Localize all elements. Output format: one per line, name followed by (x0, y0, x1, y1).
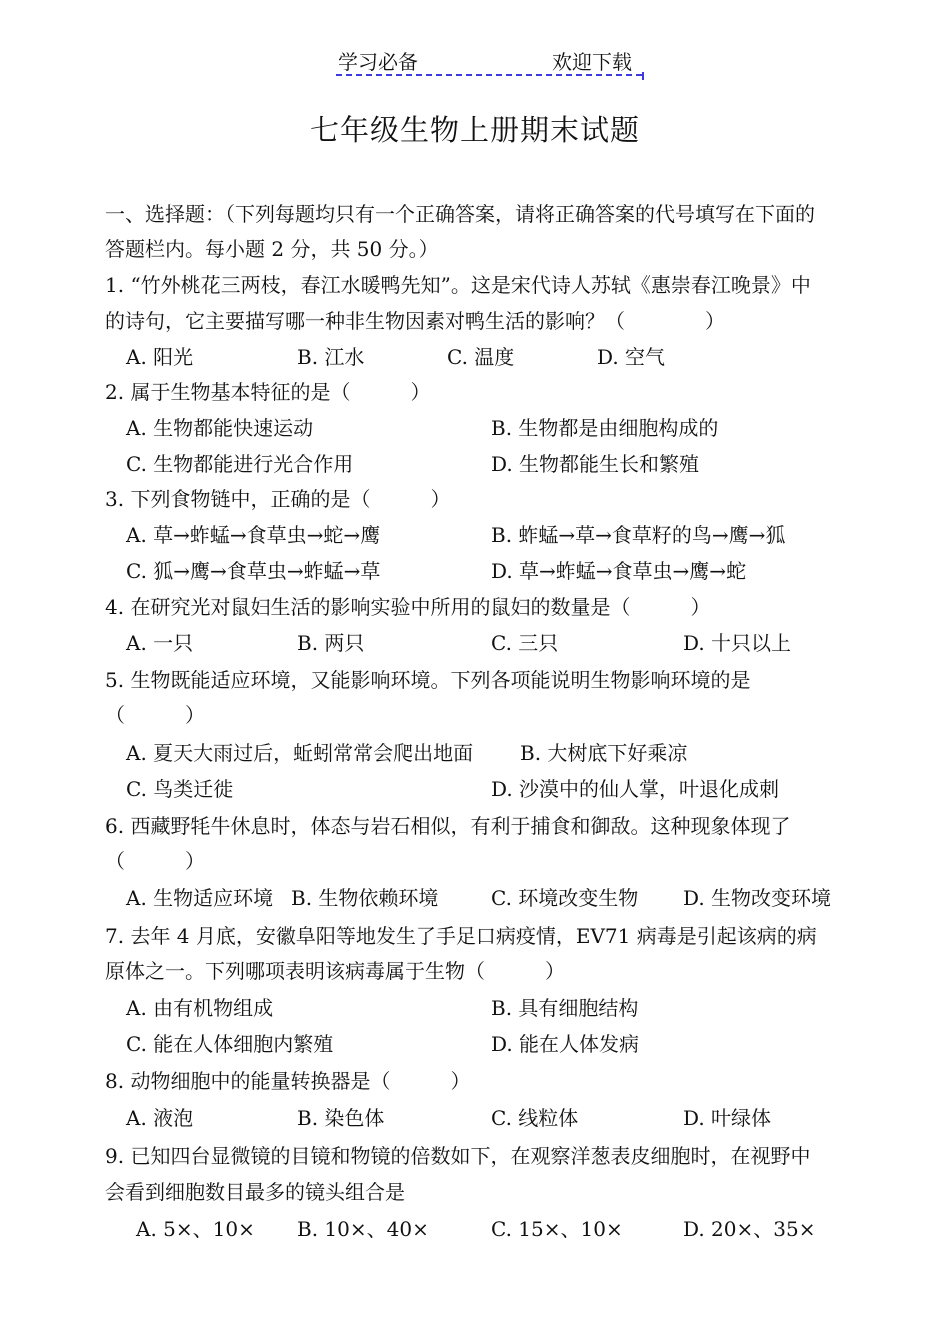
question-6-option-c: C. 环境改变生物 (491, 886, 639, 910)
question-1-option-b: B. 江水 (297, 345, 365, 369)
question-8-option-b: B. 染色体 (297, 1106, 385, 1130)
question-3-option-d: D. 草→蚱蜢→食草虫→鹰→蛇 (491, 559, 747, 583)
question-2-option-d: D. 生物都能生长和繁殖 (491, 452, 700, 476)
question-9-line-1: 9. 已知四台显微镜的目镜和物镜的倍数如下，在观察洋葱表皮细胞时，在视野中 (105, 1144, 811, 1168)
question-3-line-1: 3. 下列食物链中，正确的是（ ） (105, 487, 451, 511)
question-8-option-c: C. 线粒体 (491, 1106, 579, 1130)
question-1-line-2: 的诗句，它主要描写哪一种非生物因素对鸭生活的影响？（ ） (105, 309, 725, 333)
question-7-line-2: 原体之一。下列哪项表明该病毒属于生物（ ） (105, 959, 565, 983)
question-4-option-d: D. 十只以上 (683, 631, 792, 655)
question-5-option-c: C. 鸟类迁徙 (126, 777, 234, 801)
question-4-line-1: 4. 在研究光对鼠妇生活的影响实验中所用的鼠妇的数量是（ ） (105, 595, 711, 619)
question-4-option-b: B. 两只 (297, 631, 365, 655)
question-9-line-2: 会看到细胞数目最多的镜头组合是 (105, 1180, 405, 1204)
question-4-option-a: A. 一只 (126, 631, 194, 655)
question-2-option-a: A. 生物都能快速运动 (126, 416, 314, 440)
question-9-option-a: A. 5×、10× (136, 1217, 255, 1241)
question-5-line-2: （ ） (105, 703, 205, 727)
question-6-option-d: D. 生物改变环境 (683, 886, 832, 910)
question-3-option-b: B. 蚱蜢→草→食草籽的鸟→鹰→狐 (491, 523, 786, 547)
question-5-option-d: D. 沙漠中的仙人掌，叶退化成刺 (491, 777, 780, 801)
question-9-option-c: C. 15×、10× (491, 1217, 623, 1241)
section-instruction-line-2: 答题栏内。每小题 2 分，共 50 分。） (105, 237, 439, 261)
question-5-option-a: A. 夏天大雨过后，蚯蚓常常会爬出地面 (126, 741, 474, 765)
question-1-option-c: C. 温度 (447, 345, 515, 369)
question-8-line-1: 8. 动物细胞中的能量转换器是（ ） (105, 1069, 471, 1093)
question-8-option-d: D. 叶绿体 (683, 1106, 772, 1130)
question-7-option-a: A. 由有机物组成 (126, 996, 274, 1020)
question-6-option-b: B. 生物依赖环境 (291, 886, 439, 910)
question-9-option-b: B. 10×、40× (297, 1217, 429, 1241)
question-7-line-1: 7. 去年 4 月底，安徽阜阳等地发生了手足口病疫情，EV71 病毒是引起该病的病 (105, 924, 817, 948)
question-2-line-1: 2. 属于生物基本特征的是（ ） (105, 380, 431, 404)
question-2-option-c: C. 生物都能进行光合作用 (126, 452, 354, 476)
question-7-option-b: B. 具有细胞结构 (491, 996, 639, 1020)
question-4-option-c: C. 三只 (491, 631, 559, 655)
question-2-option-b: B. 生物都是由细胞构成的 (491, 416, 719, 440)
header-underline-end (642, 72, 644, 80)
question-6-line-1: 6. 西藏野牦牛休息时，体态与岩石相似，有利于捕食和御敌。这种现象体现了 (105, 814, 791, 838)
page-title: 七年级生物上册期末试题 (309, 113, 640, 147)
question-1-option-d: D. 空气 (597, 345, 666, 369)
question-8-option-a: A. 液泡 (126, 1106, 194, 1130)
question-3-option-a: A. 草→蚱蜢→食草虫→蛇→鹰 (126, 523, 381, 547)
question-6-option-a: A. 生物适应环境 (126, 886, 274, 910)
question-5-option-b: B. 大树底下好乘凉 (520, 741, 688, 765)
question-1-line-1: 1. “竹外桃花三两枝，春江水暖鸭先知”。这是宋代诗人苏轼《惠崇春江晚景》中 (105, 273, 811, 297)
section-instruction-line-1: 一、选择题：（下列每题均只有一个正确答案，请将正确答案的代号填写在下面的 (105, 202, 815, 226)
question-6-line-2: （ ） (105, 849, 205, 873)
question-9-option-d: D. 20×、35× (683, 1217, 816, 1241)
question-1-option-a: A. 阳光 (126, 345, 194, 369)
question-7-option-c: C. 能在人体细胞内繁殖 (126, 1032, 334, 1056)
question-3-option-c: C. 狐→鹰→食草虫→蚱蜢→草 (126, 559, 381, 583)
header-right-text: 欢迎下载 (552, 50, 632, 74)
question-5-line-1: 5. 生物既能适应环境，又能影响环境。下列各项能说明生物影响环境的是 (105, 668, 751, 692)
header-left-text: 学习必备 (338, 50, 418, 74)
page-header (336, 44, 642, 76)
question-7-option-d: D. 能在人体发病 (491, 1032, 640, 1056)
